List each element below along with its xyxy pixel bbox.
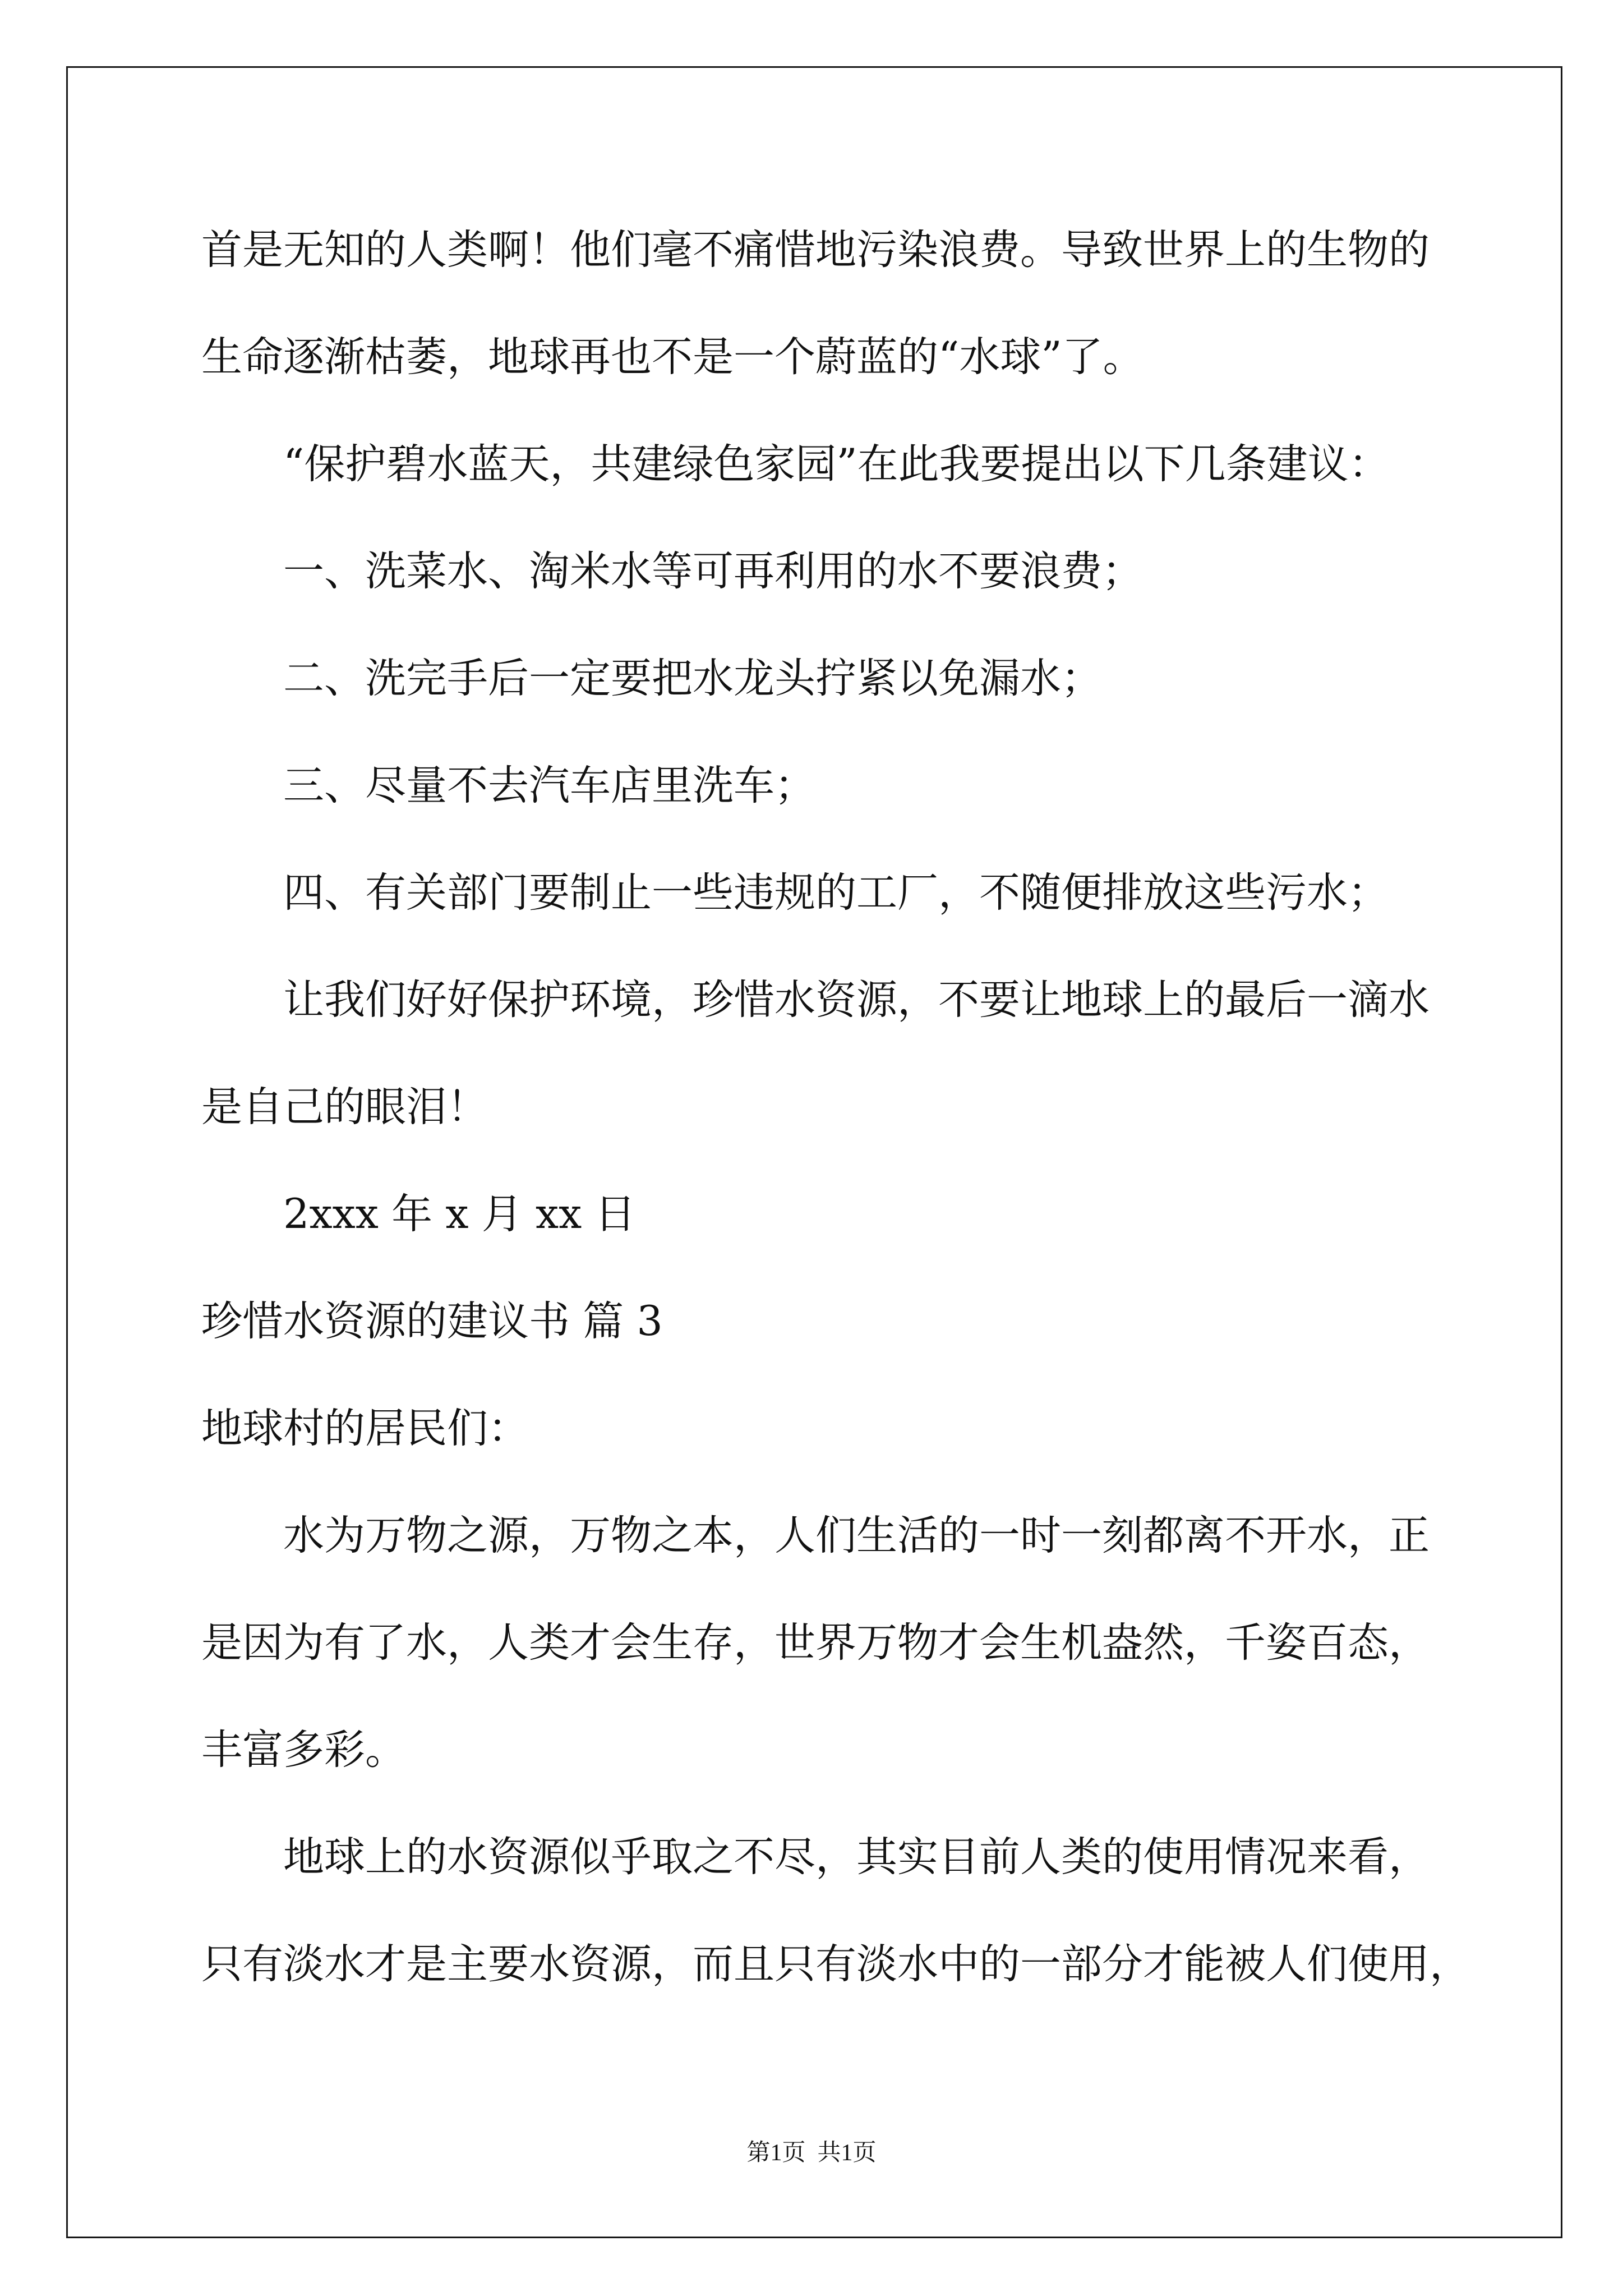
letter-date: 2xxx 年 x 月 xx 日 [283,1190,636,1238]
document-body [201,196,1536,2018]
letter-3 [201,1268,1536,2018]
closing-line: 是自己的眼泪！ [201,1083,488,1131]
salutation: 地球村的居民们： [201,1405,529,1452]
proposal-intro: “保护碧水蓝天，共建绿色家园”在此我要提出以下几条建议： [283,440,1390,488]
paragraph-line: 生命逐渐枯萎，地球再也不是一个蔚蓝的“水球”了。 [201,333,1144,381]
suggestion-item: 三、尽量不去汽车店里洗车； [283,762,815,809]
section-title: 珍惜水资源的建议书 篇 3 [201,1297,663,1345]
suggestion-item: 一、洗菜水、淘米水等可再利用的水不要浪费； [283,547,1143,595]
paragraph-line: 是因为有了水，人类才会生存，世界万物才会生机盎然，千姿百态， [201,1619,1430,1667]
paragraph-line: 首是无知的人类啊！他们毫不痛惜地污染浪费。导致世界上的生物的 [201,226,1430,274]
continued-letter [201,196,1536,1268]
paragraph-line: 丰富多彩。 [201,1726,406,1774]
paragraph-line: 地球上的水资源似乎取之不尽，其实目前人类的使用情况来看， [283,1833,1430,1881]
paragraph-line: 水为万物之源，万物之本，人们生活的一时一刻都离不开水，正 [283,1512,1430,1559]
paragraph-line: 只有淡水才是主要水资源，而且只有淡水中的一部分才能被人们使用， [201,1940,1470,1988]
closing-line: 让我们好好保护环境，珍惜水资源，不要让地球上的最后一滴水 [283,976,1430,1024]
suggestion-item: 四、有关部门要制止一些违规的工厂，不随便排放这些污水； [283,869,1389,917]
paragraph [201,1482,1536,1803]
page-number-footer: 第1页 共1页 [746,2140,877,2166]
paragraph [201,1803,1536,2018]
suggestion-item: 二、洗完手后一定要把水龙头拧紧以免漏水； [283,655,1102,702]
